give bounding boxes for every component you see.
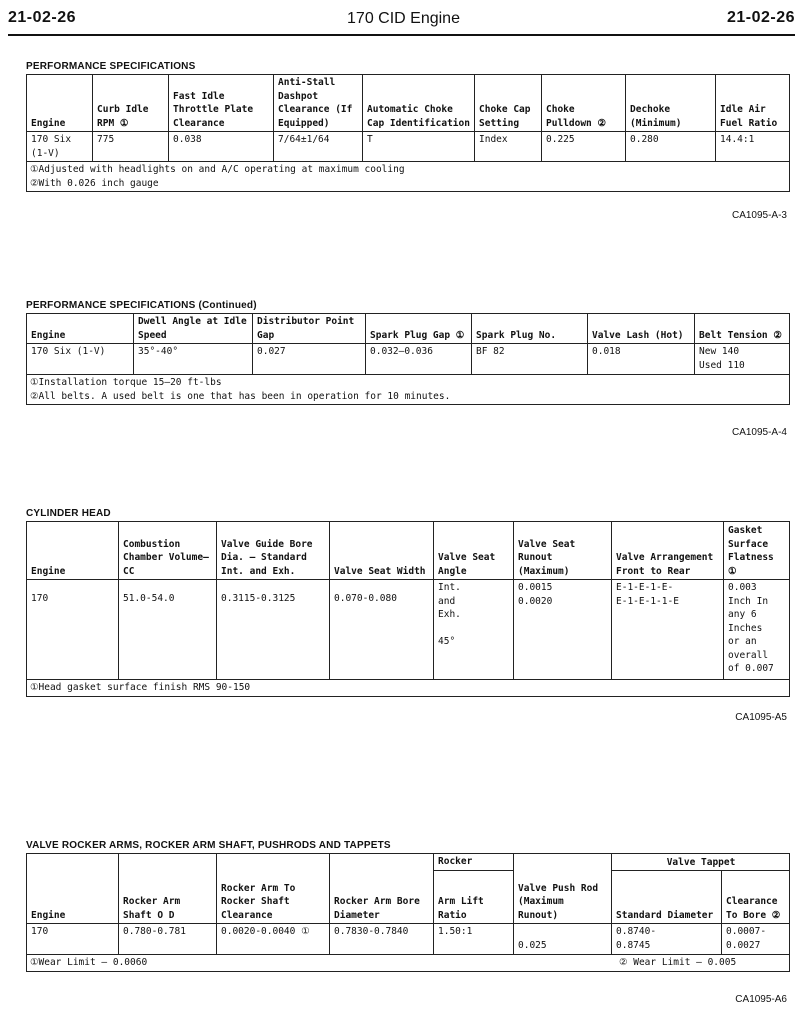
cell-curb-idle-rpm: 775 bbox=[93, 132, 169, 162]
col-plug-gap: Spark Plug Gap ① bbox=[366, 314, 472, 344]
col-standard-diameter: Standard Diameter bbox=[612, 871, 722, 924]
col-seat-runout: Valve Seat Runout (Maximum) bbox=[514, 522, 612, 580]
cell-shaft-clearance: 0.0020-0.0040 ① bbox=[217, 924, 330, 955]
col-engine: Engine bbox=[27, 854, 119, 924]
cell-arm-lift-ratio: 1.50:1 bbox=[434, 924, 514, 955]
cell-belt-tension: New 140 Used 110 bbox=[695, 344, 790, 375]
header-rule bbox=[8, 34, 795, 36]
cell-engine: 170 bbox=[27, 924, 119, 955]
cell-dashpot-clearance: 7/64±1/64 bbox=[274, 132, 363, 162]
col-arm-lift-ratio: Arm Lift Ratio bbox=[434, 871, 514, 924]
section-title: CYLINDER HEAD bbox=[26, 508, 111, 519]
col-engine: Engine bbox=[27, 314, 134, 344]
section-title: PERFORMANCE SPECIFICATIONS bbox=[26, 61, 196, 72]
footnote: ②With 0.026 inch gauge bbox=[30, 177, 159, 189]
page-number-left: 21-02-26 bbox=[8, 9, 77, 26]
cell-bore-diameter: 0.7830-0.7840 bbox=[330, 924, 434, 955]
footnote: ①Head gasket surface finish RMS 90-150 bbox=[27, 680, 790, 697]
table-header-row bbox=[27, 522, 790, 580]
page-header bbox=[0, 0, 807, 38]
col-group-valve-tappet: Valve Tappet bbox=[612, 854, 790, 871]
footnote-row bbox=[27, 375, 790, 405]
page-title: 170 CID Engine bbox=[347, 10, 460, 27]
col-belt-tension: Belt Tension ② bbox=[695, 314, 790, 344]
cell-point-gap: 0.027 bbox=[253, 344, 366, 375]
col-guide-bore: Valve Guide Bore Dia. — Standard Int. and Exh. bbox=[217, 522, 330, 580]
cylinder-head-table bbox=[26, 521, 790, 697]
section-title: PERFORMANCE SPECIFICATIONS (Continued) bbox=[26, 300, 257, 311]
figure-code: CA1095-A-4 bbox=[731, 427, 787, 438]
col-gasket-flatness: Gasket Surface Flatness ① bbox=[724, 522, 790, 580]
footnote: ②All belts. A used belt is one that has been in operation for 10 minutes. bbox=[30, 390, 451, 402]
col-choke-pulldown: Choke Pulldown ② bbox=[542, 75, 626, 132]
performance-specifications-continued-section bbox=[26, 300, 790, 405]
col-valve-arrangement: Valve Arrangement Front to Rear bbox=[612, 522, 724, 580]
cell-choke-cap-id: T bbox=[363, 132, 475, 162]
cell-engine: 170 Six (1-V) bbox=[27, 132, 93, 162]
col-curb-idle-rpm: Curb Idle RPM ① bbox=[93, 75, 169, 132]
col-valve-lash: Valve Lash (Hot) bbox=[588, 314, 695, 344]
table-header-row bbox=[27, 314, 790, 344]
cell-choke-cap-setting: Index bbox=[475, 132, 542, 162]
col-dwell-angle: Dwell Angle at Idle Speed bbox=[134, 314, 253, 344]
cell-push-rod: 0.025 bbox=[514, 924, 612, 955]
figure-code: CA1095-A-3 bbox=[731, 210, 787, 221]
cell-valve-lash: 0.018 bbox=[588, 344, 695, 375]
col-clearance-to-bore: Clearance To Bore ② bbox=[722, 871, 790, 924]
page-number-right: 21-02-26 bbox=[726, 9, 795, 26]
col-bore-diameter: Rocker Arm Bore Diameter bbox=[330, 854, 434, 924]
col-plug-no: Spark Plug No. bbox=[472, 314, 588, 344]
cell-clearance-to-bore: 0.0007- 0.0027 bbox=[722, 924, 790, 955]
col-fast-idle-clearance: Fast Idle Throttle Plate Clearance bbox=[169, 75, 274, 132]
cell-seat-width: 0.070-0.080 bbox=[330, 580, 434, 680]
table-group-header-row bbox=[27, 854, 790, 871]
cell-seat-runout: 0.0015 0.0020 bbox=[514, 580, 612, 680]
valve-rocker-arms-table bbox=[26, 853, 790, 972]
footnote: ①Wear Limit — 0.0060 bbox=[30, 957, 148, 968]
table-row bbox=[27, 580, 790, 680]
col-combustion-chamber: Combustion Chamber Volume— CC bbox=[119, 522, 217, 580]
cell-dwell-angle: 35°-40° bbox=[134, 344, 253, 375]
table-row bbox=[27, 924, 790, 955]
col-seat-angle: Valve Seat Angle bbox=[434, 522, 514, 580]
col-group-rocker: Rocker bbox=[434, 854, 514, 871]
col-point-gap: Distributor Point Gap bbox=[253, 314, 366, 344]
footnote-row bbox=[27, 162, 790, 192]
cylinder-head-section bbox=[26, 508, 790, 697]
cell-combustion-chamber: 51.0-54.0 bbox=[119, 580, 217, 680]
col-shaft-od: Rocker Arm Shaft O D bbox=[119, 854, 217, 924]
footnote: ② Wear Limit — 0.005 bbox=[619, 957, 737, 968]
cell-idle-air-fuel: 14.4:1 bbox=[716, 132, 790, 162]
cell-choke-pulldown: 0.225 bbox=[542, 132, 626, 162]
col-seat-width: Valve Seat Width bbox=[330, 522, 434, 580]
cell-dechoke: 0.280 bbox=[626, 132, 716, 162]
col-choke-cap-setting: Choke Cap Setting bbox=[475, 75, 542, 132]
cell-plug-gap: 0.032–0.036 bbox=[366, 344, 472, 375]
footnote: ①Installation torque 15–20 ft-lbs bbox=[30, 377, 222, 388]
cell-engine: 170 Six (1-V) bbox=[27, 344, 134, 375]
cell-guide-bore: 0.3115-0.3125 bbox=[217, 580, 330, 680]
figure-code: CA1095-A6 bbox=[735, 994, 787, 1005]
col-dashpot-clearance: Anti-Stall Dashpot Clearance (If Equipped) bbox=[274, 75, 363, 132]
table-header-row bbox=[27, 75, 790, 132]
section-title: VALVE ROCKER ARMS, ROCKER ARM SHAFT, PUSHRODS AND TAPPETS bbox=[26, 840, 391, 851]
valve-rocker-arms-section bbox=[26, 840, 790, 972]
footnote: ①Adjusted with headlights on and A/C operating at maximum cooling bbox=[30, 164, 405, 175]
col-push-rod: Valve Push Rod (Maximum Runout) bbox=[514, 854, 612, 924]
performance-specifications-continued-table bbox=[26, 313, 790, 405]
footnote-row bbox=[27, 680, 790, 697]
cell-gasket-flatness: 0.003 Inch In any 6 Inches or an overall of 0.007 bbox=[724, 580, 790, 680]
table-row bbox=[27, 132, 790, 162]
cell-shaft-od: 0.780-0.781 bbox=[119, 924, 217, 955]
cell-valve-arrangement: E-1-E-1-E- E-1-E-1-1-E bbox=[612, 580, 724, 680]
table-row bbox=[27, 344, 790, 375]
col-dechoke: Dechoke (Minimum) bbox=[626, 75, 716, 132]
cell-plug-no: BF 82 bbox=[472, 344, 588, 375]
cell-engine: 170 bbox=[27, 580, 119, 680]
figure-code: CA1095-A5 bbox=[735, 712, 787, 723]
col-engine: Engine bbox=[27, 522, 119, 580]
cell-standard-diameter: 0.8740- 0.8745 bbox=[612, 924, 722, 955]
col-shaft-clearance: Rocker Arm To Rocker Shaft Clearance bbox=[217, 854, 330, 924]
cell-fast-idle-clearance: 0.038 bbox=[169, 132, 274, 162]
performance-specifications-table bbox=[26, 74, 790, 192]
col-choke-cap-id: Automatic Choke Cap Identification bbox=[363, 75, 475, 132]
cell-seat-angle: Int. and Exh. 45° bbox=[434, 580, 514, 680]
col-idle-air-fuel: Idle Air Fuel Ratio bbox=[716, 75, 790, 132]
col-engine: Engine bbox=[27, 75, 93, 132]
footnote-row bbox=[27, 955, 790, 972]
performance-specifications-section bbox=[26, 61, 790, 192]
